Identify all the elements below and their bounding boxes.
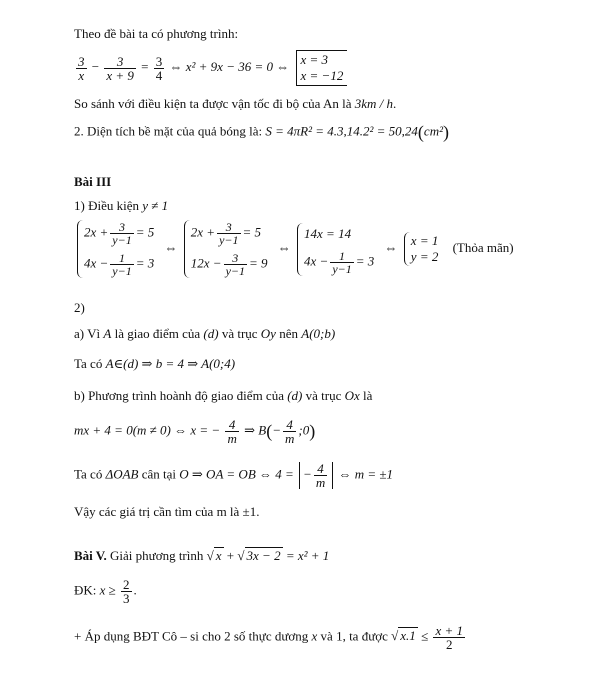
condition-text: 1) Điều kiện y ≠ 1 [74,198,169,213]
system-b: 2x + $\frac{3}{y-1}$ = 5 12x − $\frac{3}{y-1}$ = 9 [184,220,272,278]
fraction: $\frac{3}{x}$ [78,53,85,83]
solution-set: x = 3 x = −12 [296,50,348,86]
absolute-value: − $\frac{4}{m}$ [299,462,333,489]
conclusion-text: Vậy các giá trị cần tìm của m là ±1. [74,504,260,519]
fraction: $\frac{2}{3}$ [123,577,130,606]
system-c: 14x = 14 4x − $\frac{1}{y-1}$ = 3 [297,223,378,276]
intro-text: Theo đề bài ta có phương trình: [74,26,239,41]
section-heading-bai-iii: Bài III [74,174,112,189]
system-equations: 2x + $\frac{3}{y-1}$ = 5 4x − $\frac{1}{y-1}$ = 3 ⇔ 2x + $\frac{3}{y-1}$ = 5 12x − $\frac{3}{y-1}$ = 9 ⇔ 14x = 14 4x − $\frac{1}{y-1}$ = 3 ⇔ x = 1 y = 2 (Thỏa mãn) [74,220,514,278]
fraction: $\frac{3}{4}$ [155,53,163,83]
equation-1: $\frac{3}{x}$ − $\frac{3}{x + 9}$ = $\frac{3}{4}$ ⇔ x² + 9x − 36 = 0 ⇔ x = 3 x = −12 [74,50,350,86]
dk-line: ĐK: x ≥ $\frac{2}{3}$ . [74,577,137,606]
part-a-text: a) Vì A là giao điểm của (d) và trục Oy nên A(0;b) [74,326,336,341]
satisfied-note: (Thỏa mãn) [452,239,514,255]
bai-v-line: Bài V. Giải phương trình √ x + √ 3x − 2 = x² + 1 [74,548,330,563]
compare-text: So sánh với điều kiện ta được vận tốc đi bộ của An là 3km / h. [74,96,397,111]
taco-line-1: Ta có A∈(d) ⇒ b = 4 ⇒ A(0;4) [74,356,236,371]
system-d: x = 1 y = 2 [404,232,443,266]
apply-cosi-line: + Áp dụng BĐT Cô – si cho 2 số thực dương x và 1, ta được √ x.1 ≤ $\frac{x + 1}{2}$ [74,623,463,652]
fraction: $\frac{4}{m}$ [227,417,237,446]
equation-m: mx + 4 = 0(m ≠ 0) ⇔ x = − $\frac{4}{m}$ ⇒ B(− $\frac{4}{m}$ ;0) [74,417,316,446]
triangle-line: Ta có ΔOAB cân tại O ⇒ OA = OB ⇔ 4 = − $\frac{4}{m}$ ⇔ m = ±1 [74,461,393,490]
system-a: 2x + $\frac{3}{y-1}$ = 5 4x − $\frac{1}{y-1}$ = 3 [77,220,158,278]
fraction: $\frac{x + 1}{2}$ [435,623,463,652]
area-text: 2. Diện tích bề mặt của quả bóng là: S = 4πR² = 4.3,14.2² = 50,24(cm²) [74,122,449,142]
part-2-label: 2) [74,300,85,315]
part-b-text: b) Phương trình hoành độ giao điểm của (d) và trục Ox là [74,388,373,403]
fraction: $\frac{3}{x + 9}$ [106,53,134,83]
